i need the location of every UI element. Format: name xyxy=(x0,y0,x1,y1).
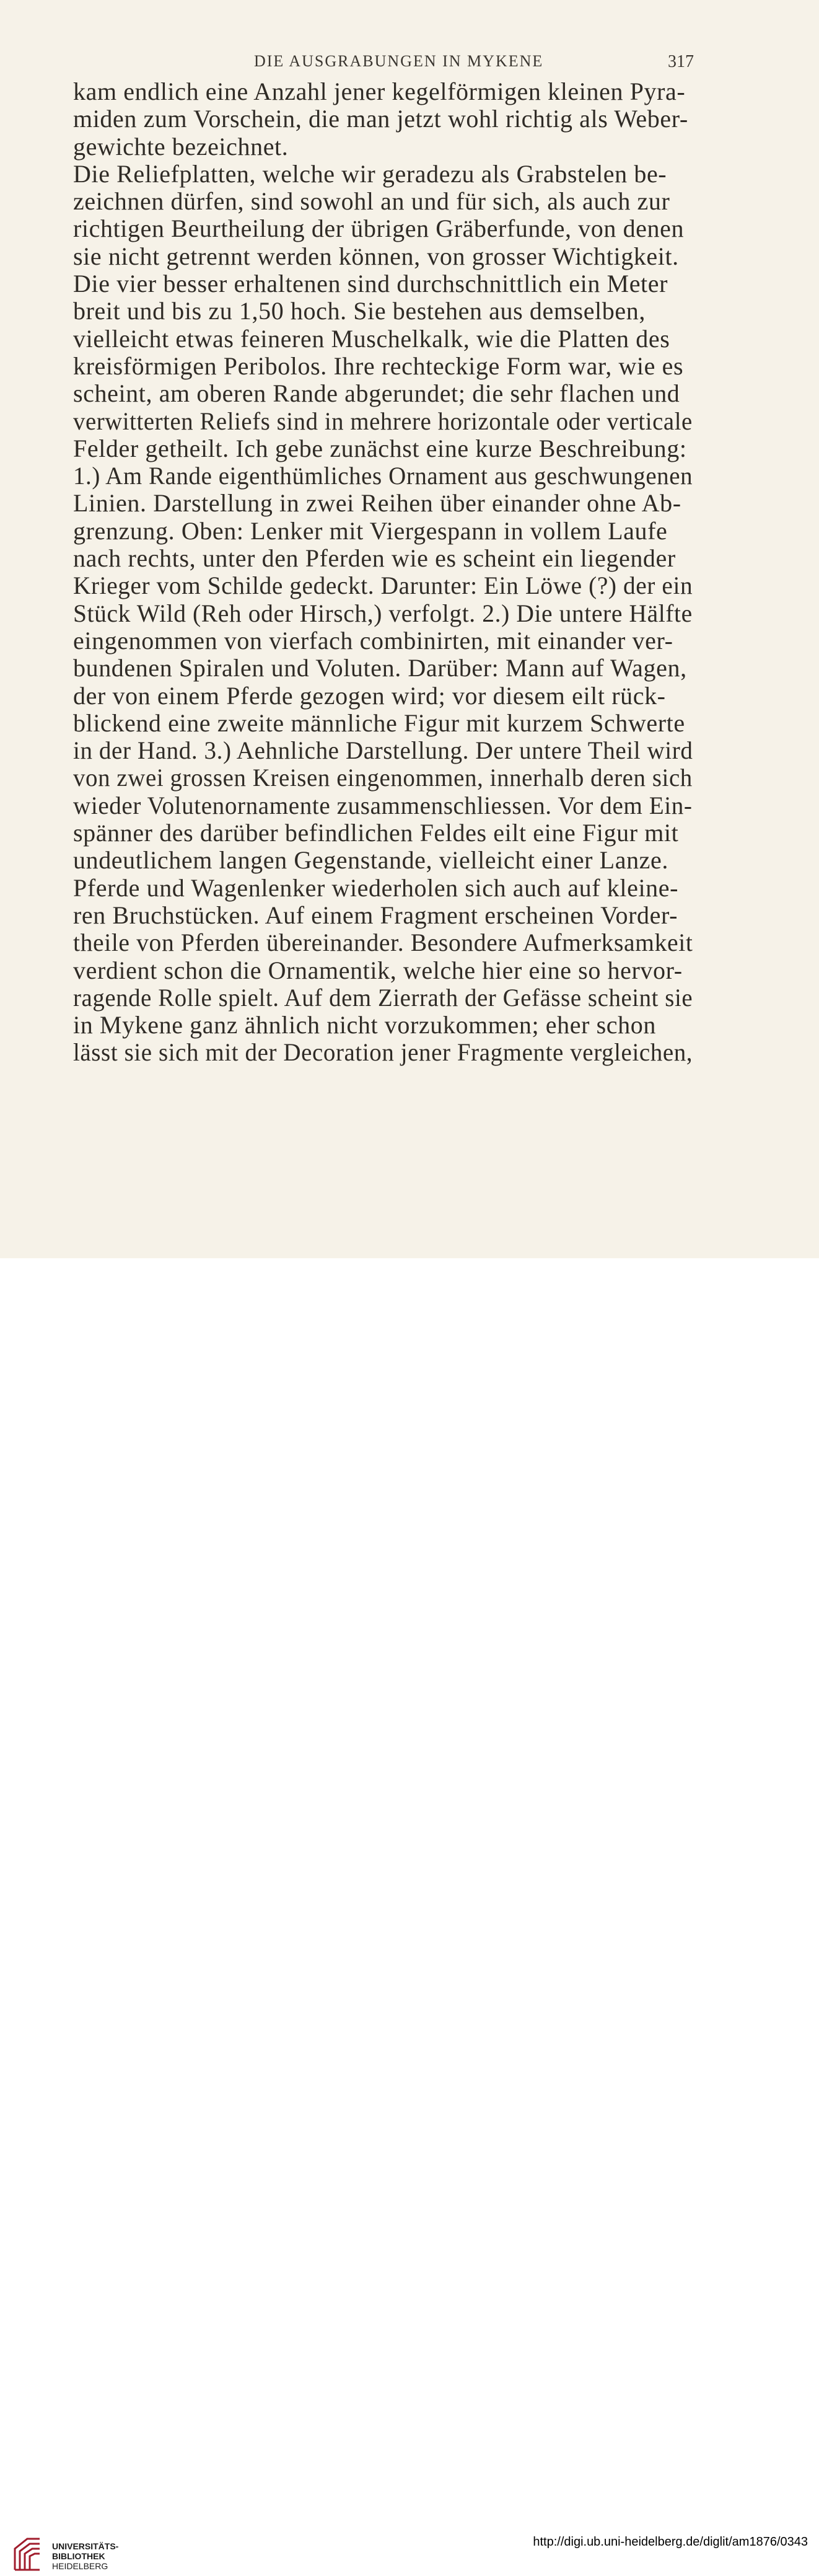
library-name-line3: HEIDELBERG xyxy=(52,2561,108,2571)
page-number: 317 xyxy=(668,52,694,71)
text-line: nach rechts, unter den Pferden wie es scheint ein liegender xyxy=(73,544,676,573)
running-title: DIE AUSGRABUNGEN IN MYKENE xyxy=(254,52,544,70)
text-line: 1.) Am Rande eigenthümliches Ornament aus geschwungenen xyxy=(73,462,693,490)
text-line: ren Bruchstücken. Auf einem Fragment erscheinen Vorder- xyxy=(73,901,678,929)
text-line: verdient schon die Ornamentik, welche hier eine so hervor- xyxy=(73,956,683,984)
library-name-line1: UNIVERSITÄTS- xyxy=(52,2541,119,2551)
text-line: Die Reliefplatten, welche wir geradezu als Grabstelen be- xyxy=(73,159,667,188)
text-line: Krieger vom Schilde gedeckt. Darunter: Ein Löwe (?) der ein xyxy=(73,571,693,600)
text-line: kam endlich eine Anzahl jener kegelförmigen kleinen Pyra- xyxy=(73,77,686,105)
text-line: undeutlichem langen Gegenstande, vielleicht einer Lanze. xyxy=(73,846,668,875)
text-line: Felder getheilt. Ich gebe zunächst eine kurze Beschreibung: xyxy=(73,434,687,462)
text-line: sie nicht getrennt werden können, von grosser Wichtigkeit. xyxy=(73,242,679,270)
text-line: Pferde und Wagenlenker wiederholen sich auch auf kleine- xyxy=(73,873,679,902)
text-line: der von einem Pferde gezogen wird; vor diesem eilt rück- xyxy=(73,681,666,710)
footer-bar xyxy=(0,1258,819,2571)
text-line: richtigen Beurtheilung der übrigen Gräberfunde, von denen xyxy=(73,214,685,243)
text-line: zeichnen dürfen, sind sowohl an und für sich, als auch zur xyxy=(73,187,670,216)
text-line: eingenommen von vierfach combinirten, mit einander ver- xyxy=(73,626,673,655)
text-line: scheint, am oberen Rande abgerundet; die sehr flachen und xyxy=(73,379,680,408)
text-line: blickend eine zweite männliche Figur mit kurzem Schwerte xyxy=(73,708,685,737)
text-line: in der Hand. 3.) Aehnliche Darstellung. Der untere Theil wird xyxy=(73,736,693,765)
text-line: Linien. Darstellung in zwei Reihen über einander ohne Ab- xyxy=(73,489,681,518)
text-line: miden zum Vorschein, die man jetzt wohl richtig als Weber- xyxy=(73,105,688,133)
text-line: vielleicht etwas feineren Muschelkalk, wie die Platten des xyxy=(73,324,670,353)
text-line: gewichte bezeichnet. xyxy=(73,132,289,161)
text-line: lässt sie sich mit der Decoration jener Fragmente vergleichen, xyxy=(73,1038,693,1067)
library-name xyxy=(52,2541,118,2571)
body-text xyxy=(73,78,693,1067)
text-line: verwitterten Reliefs sind in mehrere horizontale oder verticale xyxy=(73,407,693,435)
ub-heidelberg-logo-icon[interactable] xyxy=(9,2533,52,2576)
text-line: theile von Pferden übereinander. Besondere Aufmerksamkeit xyxy=(73,929,693,957)
text-line: ragende Rolle spielt. Auf dem Zierrath der Gefässe scheint sie xyxy=(73,983,693,1012)
text-line: Stück Wild (Reh oder Hirsch,) verfolgt. 2.) Die untere Hälfte xyxy=(73,599,693,627)
library-name-line2: BIBLIOTHEK xyxy=(52,2551,105,2561)
text-line: in Mykene ganz ähnlich nicht vorzukommen; eher schon xyxy=(73,1011,656,1039)
text-line: spänner des darüber befindlichen Feldes eilt eine Figur mit xyxy=(73,819,679,847)
scanned-page xyxy=(0,0,819,1258)
text-line: bundenen Spiralen und Voluten. Darüber: Mann auf Wagen, xyxy=(73,654,687,682)
text-line: wieder Volutenornamente zusammenschliessen. Vor dem Ein- xyxy=(73,791,693,819)
text-line: von zwei grossen Kreisen eingenommen, innerhalb deren sich xyxy=(73,764,693,792)
text-line: breit und bis zu 1,50 hoch. Sie bestehen aus demselben, xyxy=(73,297,646,325)
page-header xyxy=(68,52,694,77)
text-line: kreisförmigen Peribolos. Ihre rechteckige Form war, wie es xyxy=(73,351,684,380)
text-line: grenzung. Oben: Lenker mit Viergespann in vollem Laufe xyxy=(73,516,668,545)
text-line: Die vier besser erhaltenen sind durchschnittlich ein Meter xyxy=(73,270,668,298)
source-url-link[interactable]: http://digi.ub.uni-heidelberg.de/diglit/am1876/0343 xyxy=(533,2535,808,2549)
